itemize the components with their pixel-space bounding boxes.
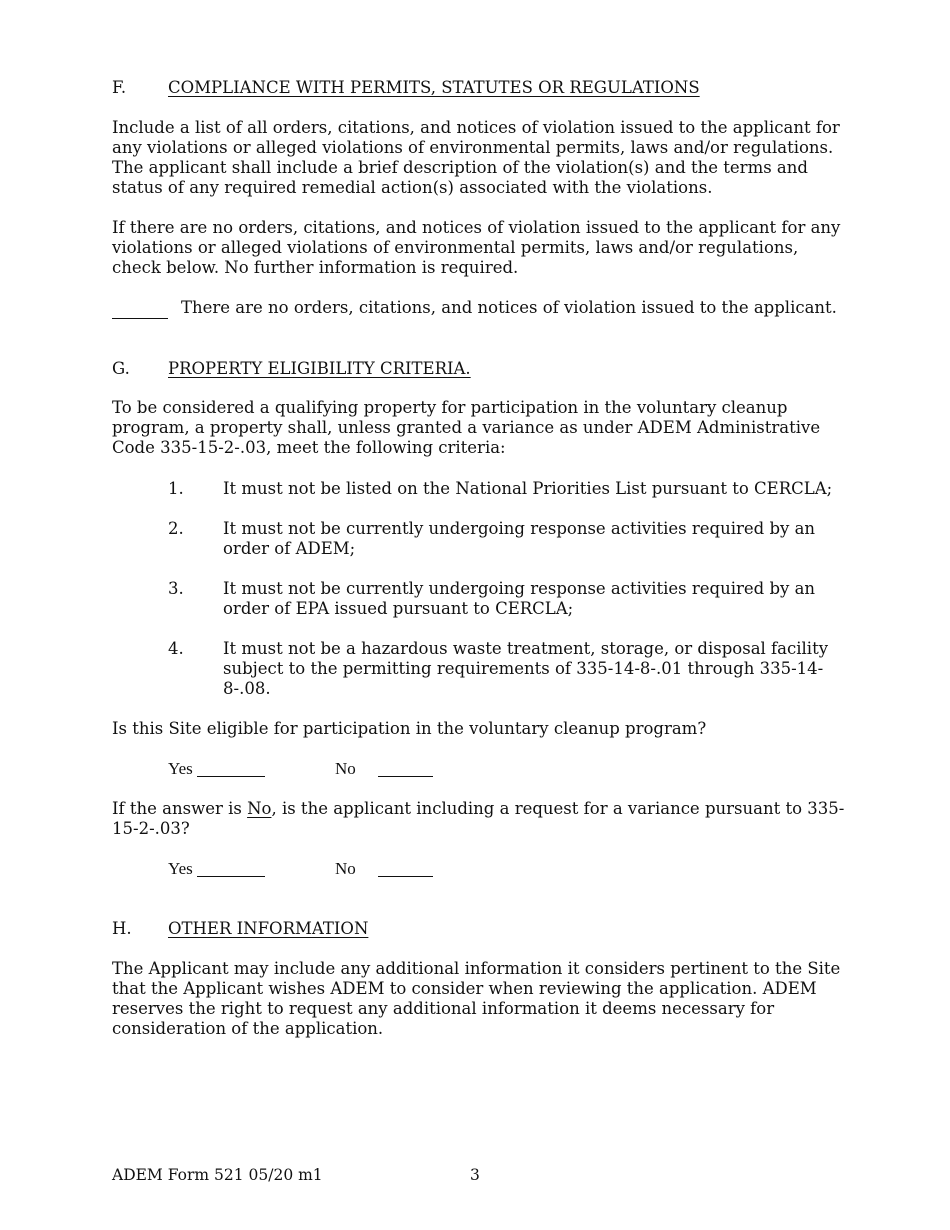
no-violations-checkbox-line[interactable] [112, 298, 168, 319]
eligible-no-blank[interactable] [378, 776, 433, 777]
section-title: COMPLIANCE WITH PERMITS, STATUTES OR REGULATIONS [168, 78, 700, 97]
footer-page-number: 3 [470, 1166, 480, 1184]
yes-label: Yes [168, 859, 193, 878]
eligibility-question: Is this Site eligible for participation in the voluntary cleanup program? [112, 719, 707, 738]
section-f-paragraph-2: If there are no orders, citations, and notices of violation issued to the applicant for any violations or alleged violations of environmental permits, laws and/or regulations, check below. No further information is required. [112, 218, 841, 277]
section-title: PROPERTY ELIGIBILITY CRITERIA. [168, 359, 471, 378]
variance-question-pre: If the answer is [112, 799, 248, 818]
variance-question [112, 799, 847, 839]
criterion-text: It must not be currently undergoing response activities required by an order of ADEM; [223, 519, 816, 558]
section-title: OTHER INFORMATION [168, 919, 369, 938]
criterion-number: 2. [168, 519, 184, 538]
variance-question-no: No [247, 799, 272, 818]
no-violations-label: There are no orders, citations, and notices of violation issued to the applicant. [181, 298, 837, 317]
criterion-number: 4. [168, 639, 184, 658]
section-h-paragraph: The Applicant may include any additional information it considers pertinent to the Site that the Applicant wishes ADEM to consider when reviewing the application. ADEM reserves the right to request any additional information it deems necessary for consideration of the application. [112, 959, 841, 1038]
variance-yes-blank[interactable] [197, 876, 265, 877]
no-label: No [335, 859, 356, 878]
criterion-number: 3. [168, 579, 184, 598]
variance-question-post: , is the applicant including a request for a variance pursuant to 335-15-2-.03? [112, 799, 845, 838]
yes-label: Yes [168, 759, 193, 778]
section-g-intro: To be considered a qualifying property for participation in the voluntary cleanup program, a property shall, unless granted a variance as under ADEM Administrative Code 335-15-2-.03, meet the following criteria: [112, 398, 821, 457]
section-letter: G. [112, 359, 130, 378]
criterion-text: It must not be listed on the National Priorities List pursuant to CERCLA; [223, 479, 833, 498]
footer-form-id: ADEM Form 521 05/20 m1 [112, 1166, 323, 1184]
criterion-text: It must not be a hazardous waste treatment, storage, or disposal facility subject to the permitting requirements of 335-14-8-.01 through 335-14-8-.08. [223, 639, 829, 698]
criterion-number: 1. [168, 479, 184, 498]
no-label: No [335, 759, 356, 778]
section-letter: H. [112, 919, 132, 938]
variance-no-blank[interactable] [378, 876, 433, 877]
section-letter: F. [112, 78, 127, 97]
eligible-yes-blank[interactable] [197, 776, 265, 777]
section-f-paragraph-1: Include a list of all orders, citations, and notices of violation issued to the applicant for any violations or alleged violations of environmental permits, laws and/or regulations. The applicant shall include a brief description of the violation(s) and the terms and status of any required remedial action(s) associated with the violations. [112, 118, 840, 197]
criterion-text: It must not be currently undergoing response activities required by an order of EPA issued pursuant to CERCLA; [223, 579, 816, 618]
